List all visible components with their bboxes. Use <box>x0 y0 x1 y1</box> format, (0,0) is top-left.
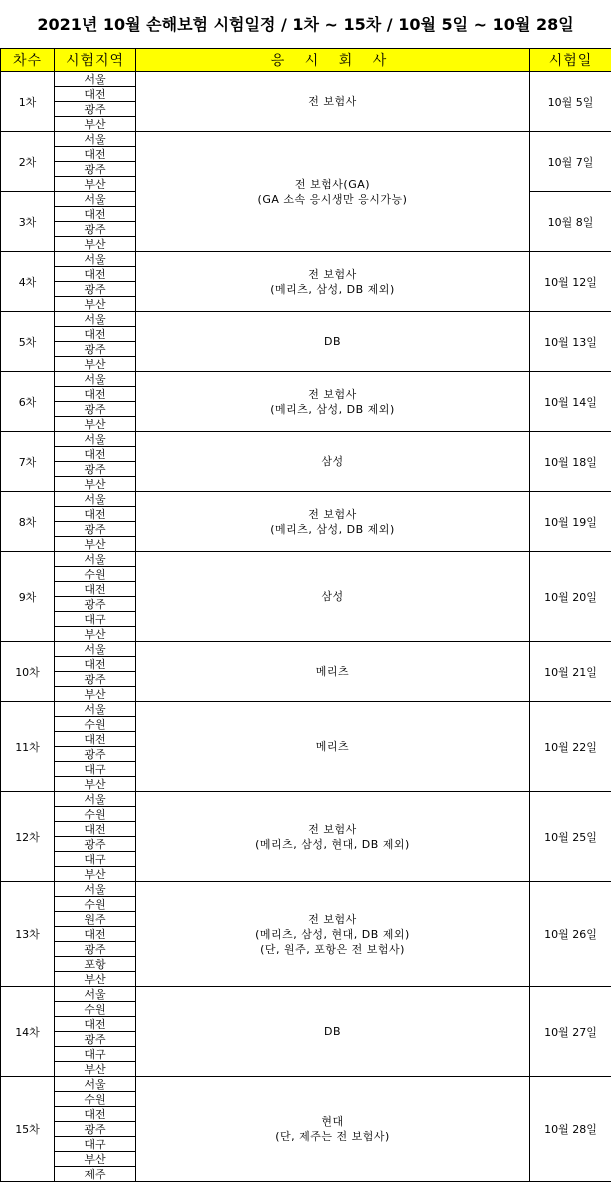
page-title: 2021년 10월 손해보험 시험일정 / 1차 ~ 15차 / 10월 5일 ~ 10월 28일 <box>37 15 574 34</box>
region-cell: 서울 <box>54 131 136 147</box>
exam-date: 10월 8일 <box>529 191 611 252</box>
header-round: 차수 <box>0 48 55 72</box>
region-cell: 부산 <box>54 866 136 882</box>
company-line: 전 보험사 <box>308 507 357 521</box>
region-cell: 제주 <box>54 1166 136 1182</box>
region-cell: 대구 <box>54 1046 136 1062</box>
region-cell: 서울 <box>54 311 136 327</box>
exam-date: 10월 22일 <box>529 701 611 792</box>
region-cell: 광주 <box>54 1121 136 1137</box>
region-cell: 광주 <box>54 671 136 687</box>
company-line: 전 보험사 <box>308 387 357 401</box>
company-cell <box>135 551 530 642</box>
region-cell: 서울 <box>54 71 136 87</box>
region-cell: 서울 <box>54 701 136 717</box>
exam-date: 10월 12일 <box>529 251 611 312</box>
exam-date: 10월 18일 <box>529 431 611 492</box>
round-label: 2차 <box>0 131 55 192</box>
company-line: DB <box>323 1025 342 1038</box>
region-cell: 대전 <box>54 731 136 747</box>
company-cell <box>135 431 530 492</box>
round-label: 9차 <box>0 551 55 642</box>
round-label: 6차 <box>0 371 55 432</box>
company-cell <box>135 131 530 252</box>
region-cell: 수원 <box>54 1091 136 1107</box>
region-cell: 광주 <box>54 1031 136 1047</box>
company-line: 전 보험사 <box>308 822 357 836</box>
region-cell: 대전 <box>54 86 136 102</box>
region-cell: 부산 <box>54 971 136 987</box>
company-cell <box>135 71 530 132</box>
region-cell: 대전 <box>54 821 136 837</box>
round-label: 1차 <box>0 71 55 132</box>
region-cell: 부산 <box>54 176 136 192</box>
region-cell: 포항 <box>54 956 136 972</box>
company-cell <box>135 701 530 792</box>
round-label: 11차 <box>0 701 55 792</box>
region-cell: 대전 <box>54 326 136 342</box>
region-cell: 부산 <box>54 776 136 792</box>
company-line: 현대 <box>321 1115 344 1128</box>
region-cell: 서울 <box>54 491 136 507</box>
region-cell: 부산 <box>54 416 136 432</box>
region-cell: 광주 <box>54 161 136 177</box>
region-cell: 수원 <box>54 566 136 582</box>
region-cell: 서울 <box>54 986 136 1002</box>
round-label: 3차 <box>0 191 55 252</box>
region-cell: 서울 <box>54 371 136 387</box>
region-cell: 대전 <box>54 386 136 402</box>
exam-date: 10월 28일 <box>529 1076 611 1182</box>
region-cell: 대전 <box>54 581 136 597</box>
round-label: 14차 <box>0 986 55 1077</box>
company-cell <box>135 371 530 432</box>
company-line: (단, 제주는 전 보험사) <box>275 1130 390 1143</box>
exam-date: 10월 21일 <box>529 641 611 702</box>
company-line: DB <box>323 335 342 348</box>
header-date: 시험일 <box>529 48 611 72</box>
round-label: 7차 <box>0 431 55 492</box>
exam-date: 10월 19일 <box>529 491 611 552</box>
company-line: 전 보험사(GA) <box>294 177 371 191</box>
region-cell: 원주 <box>54 911 136 927</box>
header-region: 시험지역 <box>54 48 136 72</box>
exam-date: 10월 14일 <box>529 371 611 432</box>
company-line: 메리츠 <box>315 665 350 678</box>
round-label: 13차 <box>0 881 55 987</box>
company-cell <box>135 986 530 1077</box>
region-cell: 수원 <box>54 716 136 732</box>
region-cell: 광주 <box>54 836 136 852</box>
exam-date: 10월 25일 <box>529 791 611 882</box>
region-cell: 부산 <box>54 296 136 312</box>
region-cell: 광주 <box>54 101 136 117</box>
region-cell: 부산 <box>54 116 136 132</box>
region-cell: 부산 <box>54 686 136 702</box>
exam-date: 10월 5일 <box>529 71 611 132</box>
region-cell: 대전 <box>54 446 136 462</box>
region-cell: 대구 <box>54 851 136 867</box>
region-cell: 광주 <box>54 596 136 612</box>
region-cell: 광주 <box>54 221 136 237</box>
region-cell: 광주 <box>54 461 136 477</box>
round-label: 10차 <box>0 641 55 702</box>
exam-date: 10월 7일 <box>529 131 611 192</box>
round-label: 4차 <box>0 251 55 312</box>
region-cell: 광주 <box>54 281 136 297</box>
exam-date: 10월 26일 <box>529 881 611 987</box>
company-line: (GA 소속 응시생만 응시가능) <box>257 192 408 206</box>
company-line: (메리츠, 삼성, DB 제외) <box>270 402 395 416</box>
region-cell: 부산 <box>54 1151 136 1167</box>
region-cell: 대전 <box>54 656 136 672</box>
region-cell: 부산 <box>54 536 136 552</box>
region-cell: 서울 <box>54 431 136 447</box>
region-cell: 부산 <box>54 1061 136 1077</box>
region-cell: 광주 <box>54 521 136 537</box>
region-cell: 대구 <box>54 611 136 627</box>
company-line: (메리츠, 삼성, 현대, DB 제외) <box>255 927 410 941</box>
company-line: 삼성 <box>321 590 344 603</box>
round-label: 5차 <box>0 311 55 372</box>
company-cell <box>135 791 530 882</box>
region-cell: 부산 <box>54 626 136 642</box>
region-cell: 대전 <box>54 506 136 522</box>
company-line: 전 보험사 <box>308 95 357 108</box>
region-cell: 광주 <box>54 746 136 762</box>
region-cell: 서울 <box>54 791 136 807</box>
region-cell: 서울 <box>54 251 136 267</box>
company-cell <box>135 1076 530 1182</box>
region-cell: 대전 <box>54 146 136 162</box>
company-line: 메리츠 <box>315 740 350 753</box>
region-cell: 대구 <box>54 1136 136 1152</box>
company-cell <box>135 881 530 987</box>
region-cell: 부산 <box>54 476 136 492</box>
region-cell: 대구 <box>54 761 136 777</box>
region-cell: 대전 <box>54 206 136 222</box>
company-cell <box>135 491 530 552</box>
company-cell <box>135 641 530 702</box>
company-line: 삼성 <box>321 455 344 468</box>
company-line: 전 보험사 <box>308 267 357 281</box>
region-cell: 서울 <box>54 551 136 567</box>
region-cell: 수원 <box>54 806 136 822</box>
region-cell: 대전 <box>54 266 136 282</box>
region-cell: 대전 <box>54 1106 136 1122</box>
region-cell: 서울 <box>54 1076 136 1092</box>
region-cell: 수원 <box>54 896 136 912</box>
company-line: (메리츠, 삼성, DB 제외) <box>270 282 395 296</box>
region-cell: 대전 <box>54 1016 136 1032</box>
region-cell: 서울 <box>54 641 136 657</box>
company-cell <box>135 251 530 312</box>
region-cell: 대전 <box>54 926 136 942</box>
exam-date: 10월 13일 <box>529 311 611 372</box>
region-cell: 서울 <box>54 191 136 207</box>
region-cell: 수원 <box>54 1001 136 1017</box>
region-cell: 광주 <box>54 341 136 357</box>
region-cell: 광주 <box>54 401 136 417</box>
company-line: 전 보험사 <box>308 912 357 926</box>
region-cell: 부산 <box>54 236 136 252</box>
round-label: 12차 <box>0 791 55 882</box>
company-line: (메리츠, 삼성, 현대, DB 제외) <box>255 837 410 851</box>
company-line: (메리츠, 삼성, DB 제외) <box>270 522 395 536</box>
header-company: 응 시 회 사 <box>135 48 530 72</box>
company-cell <box>135 311 530 372</box>
region-cell: 광주 <box>54 941 136 957</box>
exam-date: 10월 20일 <box>529 551 611 642</box>
region-cell: 부산 <box>54 356 136 372</box>
round-label: 8차 <box>0 491 55 552</box>
region-cell: 서울 <box>54 881 136 897</box>
round-label: 15차 <box>0 1076 55 1182</box>
exam-date: 10월 27일 <box>529 986 611 1077</box>
company-line: (단, 원주, 포항은 전 보험사) <box>260 942 405 956</box>
